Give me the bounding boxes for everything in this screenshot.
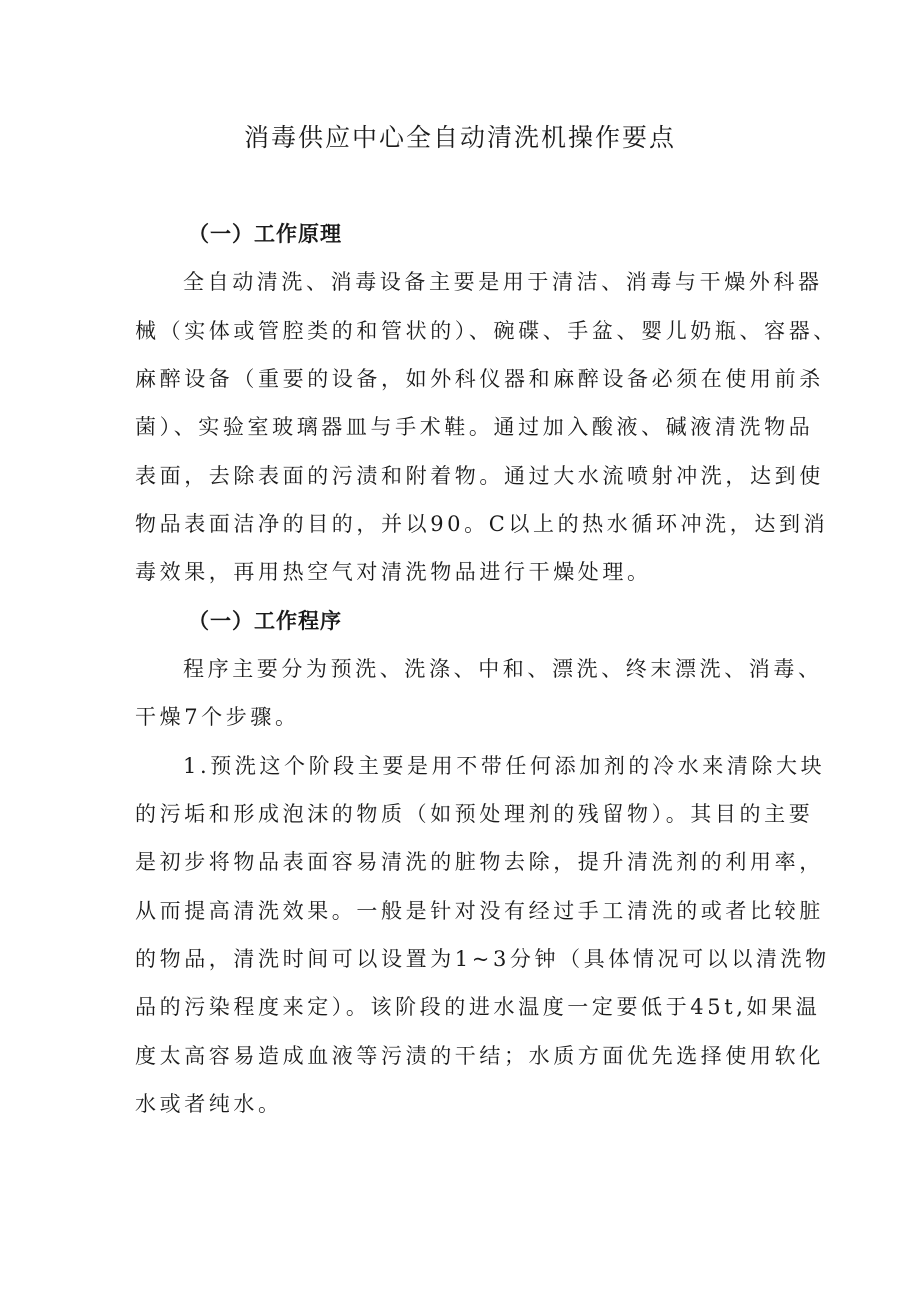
paragraph-line: 程序主要分为预洗、洗涤、中和、漂洗、终末漂洗、消毒、: [183, 657, 823, 681]
paragraph-line: 干燥7个步骤。: [135, 705, 300, 729]
section-heading-principle: （一）工作原理: [188, 221, 342, 246]
paragraph-line: 麻醉设备（重要的设备，如外科仪器和麻醉设备必须在使用前杀: [135, 367, 824, 391]
paragraph-line: 品的污染程度来定）。该阶段的进水温度一定要低于45t,如果温: [135, 995, 821, 1019]
paragraph-line: 度太高容易造成血液等污渍的干结；水质方面优先选择使用软化: [135, 1044, 824, 1068]
paragraph-line: 毒效果，再用热空气对清洗物品进行干燥处理。: [135, 560, 652, 584]
paragraph-line: 1.预洗这个阶段主要是用不带任何添加剂的冷水来清除大块: [183, 754, 826, 778]
section-heading-procedure: （一）工作程序: [188, 608, 342, 633]
paragraph-line: 的污垢和形成泡沫的物质（如预处理剂的残留物）。其目的主要: [135, 802, 814, 826]
paragraph-line: 械（实体或管腔类的和管状的）、碗碟、手盆、婴儿奶瓶、容器、: [135, 319, 838, 343]
paragraph-line: 物品表面洁净的目的，并以90。C以上的热水循环冲洗，达到消: [135, 512, 829, 536]
paragraph-line: 菌）、实验室玻璃器皿与手术鞋。通过加入酸液、碱液清洗物品: [135, 415, 814, 439]
document-title: 消毒供应中心全自动清洗机操作要点: [243, 123, 676, 152]
paragraph-line: 表面，去除表面的污渍和附着物。通过大水流喷射冲洗，达到使: [135, 464, 824, 488]
paragraph-line: 全自动清洗、消毒设备主要是用于清洁、消毒与干燥外科器: [183, 270, 823, 294]
paragraph-line: 从而提高清洗效果。一般是针对没有经过手工清洗的或者比较脏: [135, 899, 824, 923]
paragraph-line: 是初步将物品表面容易清洗的脏物去除，提升清洗剂的利用率，: [135, 850, 824, 874]
paragraph-line: 的物品，清洗时间可以设置为1~3分钟（具体情况可以以清洗物: [135, 947, 830, 971]
paragraph-line: 水或者纯水。: [135, 1092, 283, 1116]
